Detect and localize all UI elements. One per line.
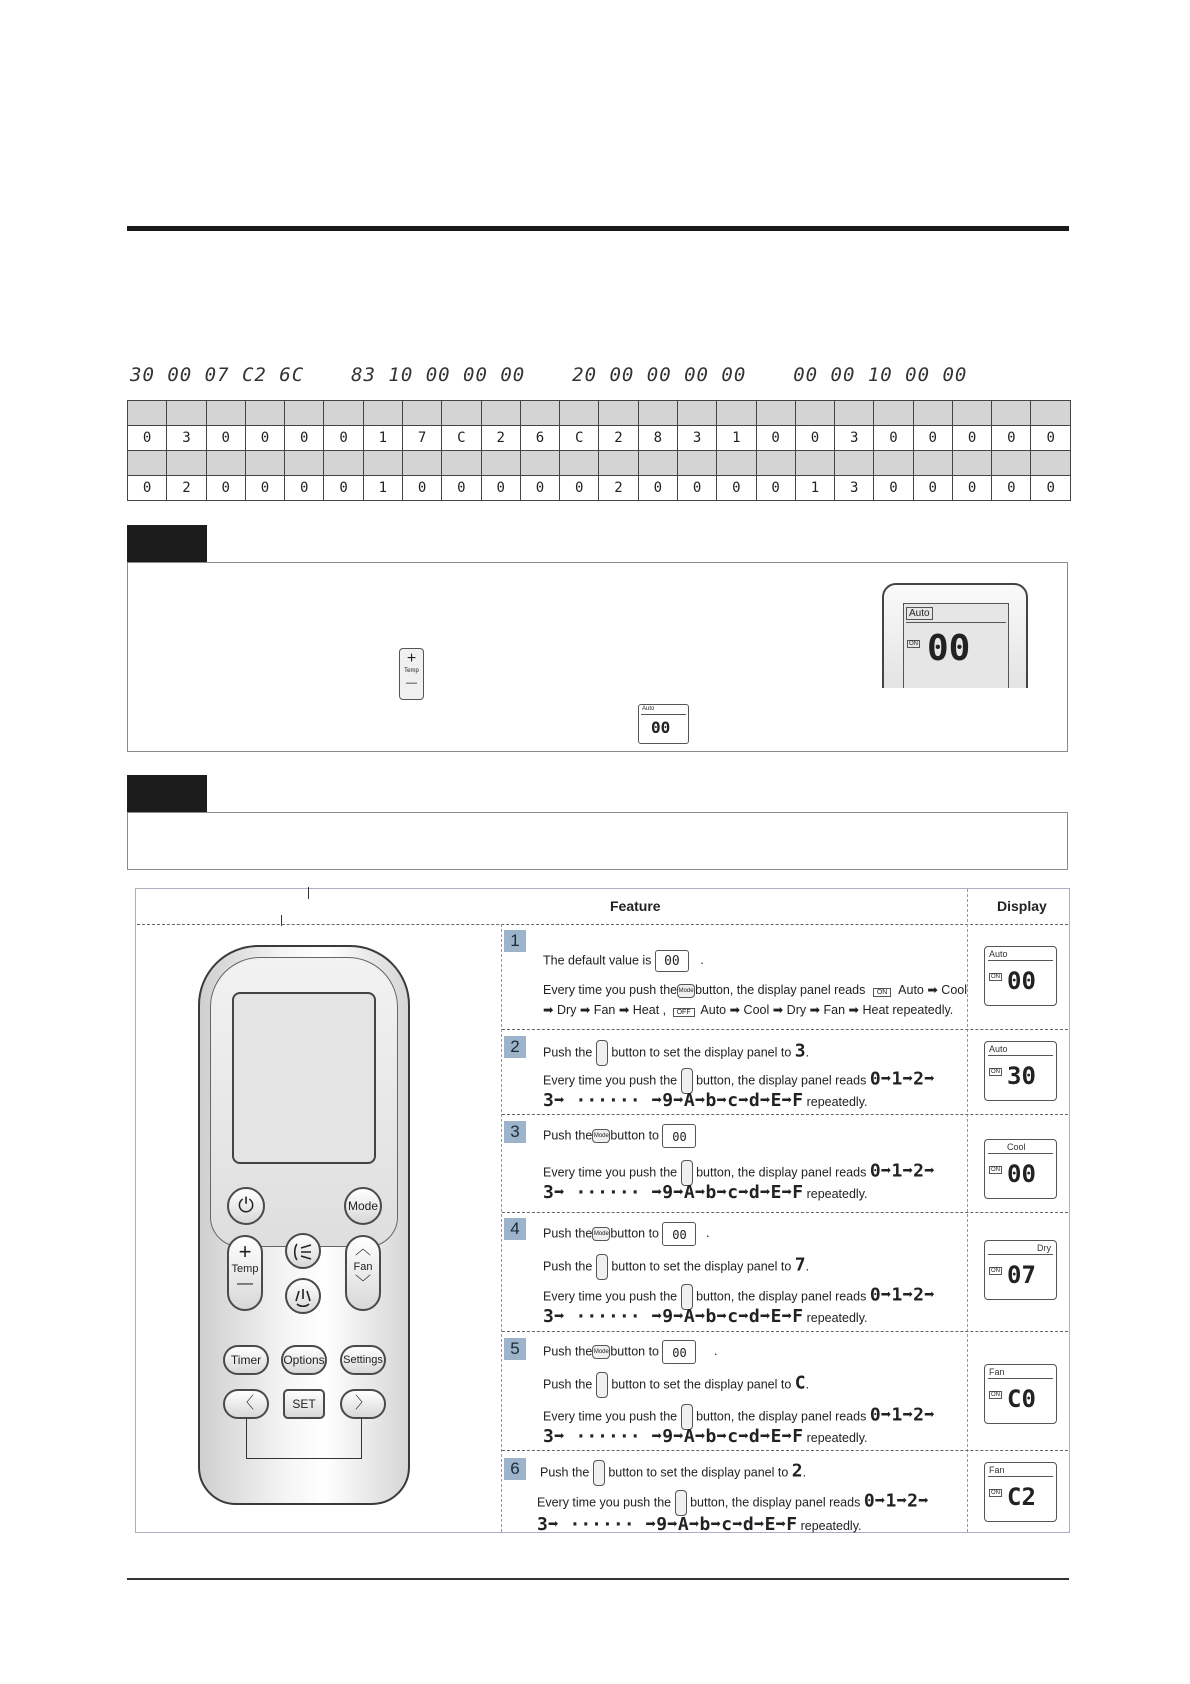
air-flow-icon	[291, 1285, 315, 1309]
code-value-cell: 0	[206, 426, 245, 451]
on-indicator: ON	[991, 1392, 1000, 1398]
code-header-cell	[952, 451, 991, 476]
code-value-cell: 0	[324, 426, 363, 451]
code-header-cell	[1031, 451, 1071, 476]
step-number: 6	[504, 1458, 526, 1480]
fan-button-label: Fan	[353, 1261, 373, 1273]
code-header-cell	[363, 401, 402, 426]
code-value-cell: 0	[520, 476, 559, 501]
on-indicator: ON	[991, 1167, 1000, 1173]
air-flow-button[interactable]	[285, 1278, 321, 1314]
option-code-group: 30 00 07 C2 6C	[130, 364, 305, 386]
power-icon: ⏻	[238, 1195, 254, 1217]
chevron-right-icon: 〉	[354, 1395, 371, 1412]
step-4-sequence: Every time you push the button, the display panel reads 0➡1➡2➡	[543, 1284, 935, 1310]
option-code-group: 20 00 00 00 00	[572, 364, 747, 386]
code-value-cell: 0	[952, 426, 991, 451]
mode-button[interactable]	[344, 1187, 382, 1225]
code-value-cell: 0	[206, 476, 245, 501]
code-header-cell	[245, 401, 284, 426]
step-6-sequence: Every time you push the button, the display panel reads 0➡1➡2➡	[537, 1490, 929, 1516]
options-button-label: Options	[283, 1353, 325, 1367]
code-value-cell: 2	[481, 426, 520, 451]
minus-icon: —	[406, 677, 417, 689]
code-header-cell	[560, 451, 599, 476]
top-rule	[127, 226, 1069, 231]
remote-display-value: 00	[927, 628, 971, 669]
option-code-table	[127, 400, 1071, 501]
code-value-cell: 3	[677, 426, 716, 451]
down-button-icon	[596, 1372, 608, 1398]
display-lcd	[984, 946, 1057, 1006]
temp-button-icon	[399, 648, 424, 700]
display-lcd	[984, 1139, 1057, 1199]
code-value-cell: 2	[599, 476, 638, 501]
mini-display-icon: 00	[662, 1340, 696, 1364]
code-header-cell	[481, 401, 520, 426]
row-divider	[502, 1029, 1068, 1030]
code-header-cell	[520, 401, 559, 426]
on-indicator: ON	[991, 1490, 1000, 1496]
display-value: 00	[1007, 967, 1036, 995]
power-button[interactable]	[227, 1187, 265, 1225]
code-value-cell: 0	[481, 476, 520, 501]
code-header-cell	[206, 451, 245, 476]
up-button-icon	[675, 1490, 687, 1516]
code-header-cell	[520, 451, 559, 476]
code-header-cell	[717, 401, 756, 426]
code-header-cell	[677, 451, 716, 476]
row-divider	[502, 1212, 1068, 1213]
code-value-cell: 1	[795, 476, 834, 501]
mode-button-icon: Mode	[592, 1345, 610, 1359]
code-header-cell	[599, 401, 638, 426]
mode-button-icon: Mode	[592, 1227, 610, 1241]
code-value-cell: 6	[520, 426, 559, 451]
mini-display-mode: Auto	[642, 706, 655, 712]
section-box-2	[127, 812, 1068, 870]
code-header-cell	[992, 401, 1031, 426]
step-number: 4	[504, 1218, 526, 1240]
step-5-sequence-cont: 3➡ ······ ➡9➡A➡b➡c➡d➡E➡F repeatedly.	[543, 1426, 868, 1447]
code-header-cell	[756, 451, 795, 476]
on-indicator: ON	[873, 988, 892, 997]
step-number: 3	[504, 1121, 526, 1143]
on-indicator: ON	[991, 974, 1000, 980]
code-header-cell	[638, 401, 677, 426]
code-value-cell: 0	[560, 476, 599, 501]
code-header-cell	[599, 451, 638, 476]
plus-icon: +	[238, 1239, 252, 1264]
code-value-cell: 0	[638, 476, 677, 501]
code-value-cell: 0	[952, 476, 991, 501]
right-button[interactable]	[340, 1389, 386, 1419]
step-1-line-3: ➡ Dry ➡ Fan ➡ Heat , OFF Auto ➡ Cool ➡ Dry ➡ Fan ➡ Heat repeatedly.	[543, 1003, 954, 1017]
code-header-cell	[167, 401, 206, 426]
step-4-sequence-cont: 3➡ ······ ➡9➡A➡b➡c➡d➡E➡F repeatedly.	[543, 1306, 868, 1327]
remote-display-mode: Auto	[906, 607, 933, 620]
code-header-cell	[442, 451, 481, 476]
option-code-line	[130, 364, 967, 386]
section-tab-2	[127, 775, 207, 813]
chevron-up-icon: ︿	[354, 1241, 371, 1258]
code-value-cell: 0	[677, 476, 716, 501]
code-value-cell: 0	[402, 476, 441, 501]
code-header-cell	[285, 401, 324, 426]
code-header-cell	[795, 451, 834, 476]
step-4-line-1: Push theMode button to 00 .	[543, 1222, 709, 1246]
code-value-cell: 0	[992, 426, 1031, 451]
plus-icon: +	[406, 650, 417, 667]
code-value-cell: 8	[638, 426, 677, 451]
step-4-line-2: Push the button to set the display panel to 7.	[543, 1254, 809, 1280]
code-header-cell	[128, 401, 167, 426]
fan-button[interactable]	[345, 1235, 381, 1311]
mode-button-icon: Mode	[592, 1129, 610, 1143]
code-value-cell: 7	[402, 426, 441, 451]
bottom-rule	[127, 1578, 1069, 1580]
code-value-cell: 1	[717, 426, 756, 451]
swing-icon	[291, 1240, 315, 1264]
code-header-cell	[874, 401, 913, 426]
connector-bracket	[246, 1419, 362, 1459]
display-mode: Dry	[1037, 1243, 1051, 1253]
down-button-icon	[596, 1040, 608, 1066]
display-mode: Auto	[989, 1044, 1008, 1054]
code-value-cell: 3	[835, 476, 874, 501]
off-indicator: OFF	[673, 1008, 695, 1017]
code-value-cell: 0	[756, 476, 795, 501]
mini-display-icon: 00	[662, 1124, 696, 1148]
code-value-cell: 1	[363, 476, 402, 501]
code-value-cell: 3	[167, 426, 206, 451]
step-2-line-1: Push the button to set the display panel to 3.	[543, 1040, 809, 1066]
step-5-sequence: Every time you push the button, the display panel reads 0➡1➡2➡	[543, 1404, 935, 1430]
code-value-cell: 0	[1031, 476, 1071, 501]
mode-button-icon: Mode	[677, 984, 695, 998]
code-header-cell	[245, 451, 284, 476]
code-value-cell: 0	[874, 476, 913, 501]
code-header-cell	[167, 451, 206, 476]
on-indicator: ON	[991, 1268, 1000, 1274]
display-mode: Fan	[989, 1465, 1005, 1475]
code-value-cell: 0	[128, 426, 167, 451]
step-3-line-1: Push theMode button to 00	[543, 1124, 696, 1148]
code-header-cell	[638, 451, 677, 476]
option-code-group: 00 00 10 00 00	[793, 364, 968, 386]
display-value: 07	[1007, 1261, 1036, 1289]
code-header-cell	[402, 451, 441, 476]
set-button[interactable]	[283, 1389, 325, 1419]
display-lcd	[984, 1462, 1057, 1522]
step-number: 2	[504, 1036, 526, 1058]
minus-icon: —	[237, 1275, 253, 1292]
code-value-cell: 0	[913, 426, 952, 451]
options-button[interactable]	[281, 1345, 327, 1375]
code-value-cell: 0	[128, 476, 167, 501]
code-value-cell: 0	[913, 476, 952, 501]
code-header-cell	[795, 401, 834, 426]
code-value-cell: C	[560, 426, 599, 451]
code-header-cell	[717, 451, 756, 476]
remote-display-indicator: ON	[909, 641, 918, 647]
display-value: C0	[1007, 1385, 1036, 1413]
step-2-sequence-cont: 3➡ ······ ➡9➡A➡b➡c➡d➡E➡F repeatedly.	[543, 1090, 868, 1111]
settings-button[interactable]	[340, 1345, 386, 1375]
mode-button-label: Mode	[347, 1199, 379, 1213]
code-header-cell	[206, 401, 245, 426]
code-value-cell: 0	[285, 476, 324, 501]
column-divider	[967, 889, 968, 1532]
step-number: 1	[504, 930, 526, 952]
step-3-sequence: Every time you push the button, the display panel reads 0➡1➡2➡	[543, 1160, 935, 1186]
code-value-cell: 0	[442, 476, 481, 501]
code-header-cell	[756, 401, 795, 426]
code-header-cell	[285, 451, 324, 476]
temp-label: Temp	[404, 668, 419, 674]
code-value-cell: 0	[285, 426, 324, 451]
code-header-cell	[324, 451, 363, 476]
code-header-cell	[952, 401, 991, 426]
step-6-line-1: Push the button to set the display panel to 2.	[540, 1460, 806, 1486]
code-value-cell: C	[442, 426, 481, 451]
chevron-down-icon: ﹀	[354, 1275, 371, 1292]
code-header-cell	[835, 401, 874, 426]
column-divider	[501, 924, 502, 1532]
left-button[interactable]	[223, 1389, 269, 1419]
on-indicator: ON	[991, 1069, 1000, 1075]
code-header-cell	[560, 401, 599, 426]
display-value: 00	[1007, 1160, 1036, 1188]
code-header-cell	[835, 451, 874, 476]
up-button-icon	[593, 1460, 605, 1486]
display-lcd	[984, 1041, 1057, 1101]
code-value-cell: 0	[1031, 426, 1071, 451]
display-value: 30	[1007, 1062, 1036, 1090]
feature-header: Feature	[610, 898, 661, 914]
step-6-sequence-cont: 3➡ ······ ➡9➡A➡b➡c➡d➡E➡F repeatedly.	[537, 1514, 862, 1535]
header-divider	[137, 924, 1068, 925]
timer-button[interactable]	[223, 1345, 269, 1375]
step-number: 5	[504, 1338, 526, 1360]
code-header-cell	[677, 401, 716, 426]
temp-button[interactable]	[227, 1235, 263, 1311]
code-value-cell: 0	[717, 476, 756, 501]
display-mode: Cool	[1007, 1142, 1026, 1152]
set-button-label: SET	[292, 1397, 316, 1411]
option-code-group: 83 10 00 00 00	[351, 364, 526, 386]
swing-button[interactable]	[285, 1233, 321, 1269]
row-divider	[502, 1331, 1068, 1332]
code-value-cell: 0	[245, 426, 284, 451]
row-divider	[502, 1114, 1068, 1115]
display-header: Display	[997, 898, 1047, 914]
display-value: C2	[1007, 1483, 1036, 1511]
code-header-cell	[1031, 401, 1071, 426]
remote-screen	[232, 992, 376, 1164]
display-mode: Auto	[989, 949, 1008, 959]
code-header-cell	[402, 401, 441, 426]
step-5-line-2: Push the button to set the display panel to C.	[543, 1372, 809, 1398]
code-header-cell	[913, 401, 952, 426]
code-value-cell: 1	[363, 426, 402, 451]
code-value-cell: 0	[992, 476, 1031, 501]
display-lcd	[984, 1364, 1057, 1424]
code-header-cell	[363, 451, 402, 476]
code-value-cell: 0	[245, 476, 284, 501]
step-1-line-2: Every time you push theMode button, the display panel reads ON Auto ➡ Cool	[543, 983, 967, 997]
code-value-cell: 2	[599, 426, 638, 451]
remote-display-illustration	[882, 583, 1028, 688]
code-value-cell: 0	[756, 426, 795, 451]
code-header-cell	[481, 451, 520, 476]
section-tab-1	[127, 525, 207, 563]
mini-display-value: 00	[651, 718, 671, 737]
step-3-sequence-cont: 3➡ ······ ➡9➡A➡b➡c➡d➡E➡F repeatedly.	[543, 1182, 868, 1203]
code-header-cell	[874, 451, 913, 476]
mini-display-icon: 00	[655, 950, 689, 972]
timer-button-label: Timer	[230, 1353, 262, 1367]
mini-display-icon	[638, 704, 689, 744]
code-header-cell	[992, 451, 1031, 476]
chevron-left-icon: 〈	[237, 1395, 254, 1412]
up-button-icon	[596, 1254, 608, 1280]
code-header-cell	[442, 401, 481, 426]
code-value-cell: 3	[835, 426, 874, 451]
code-value-cell: 0	[795, 426, 834, 451]
step-2-sequence: Every time you push the button, the display panel reads 0➡1➡2➡	[543, 1068, 935, 1094]
display-lcd	[984, 1240, 1057, 1300]
code-value-cell: 2	[167, 476, 206, 501]
temp-button-label: Temp	[231, 1263, 259, 1275]
display-mode: Fan	[989, 1367, 1005, 1377]
code-header-cell	[913, 451, 952, 476]
code-value-cell: 0	[874, 426, 913, 451]
settings-button-label: Settings	[343, 1354, 383, 1366]
code-value-cell: 0	[324, 476, 363, 501]
mini-display-icon: 00	[662, 1222, 696, 1246]
code-header-cell	[128, 451, 167, 476]
code-header-cell	[324, 401, 363, 426]
row-divider	[502, 1450, 1068, 1451]
leader-line	[308, 887, 309, 899]
step-5-line-1: Push theMode button to 00 .	[543, 1340, 717, 1364]
step-1-line-1: The default value is 00 .	[543, 950, 704, 972]
